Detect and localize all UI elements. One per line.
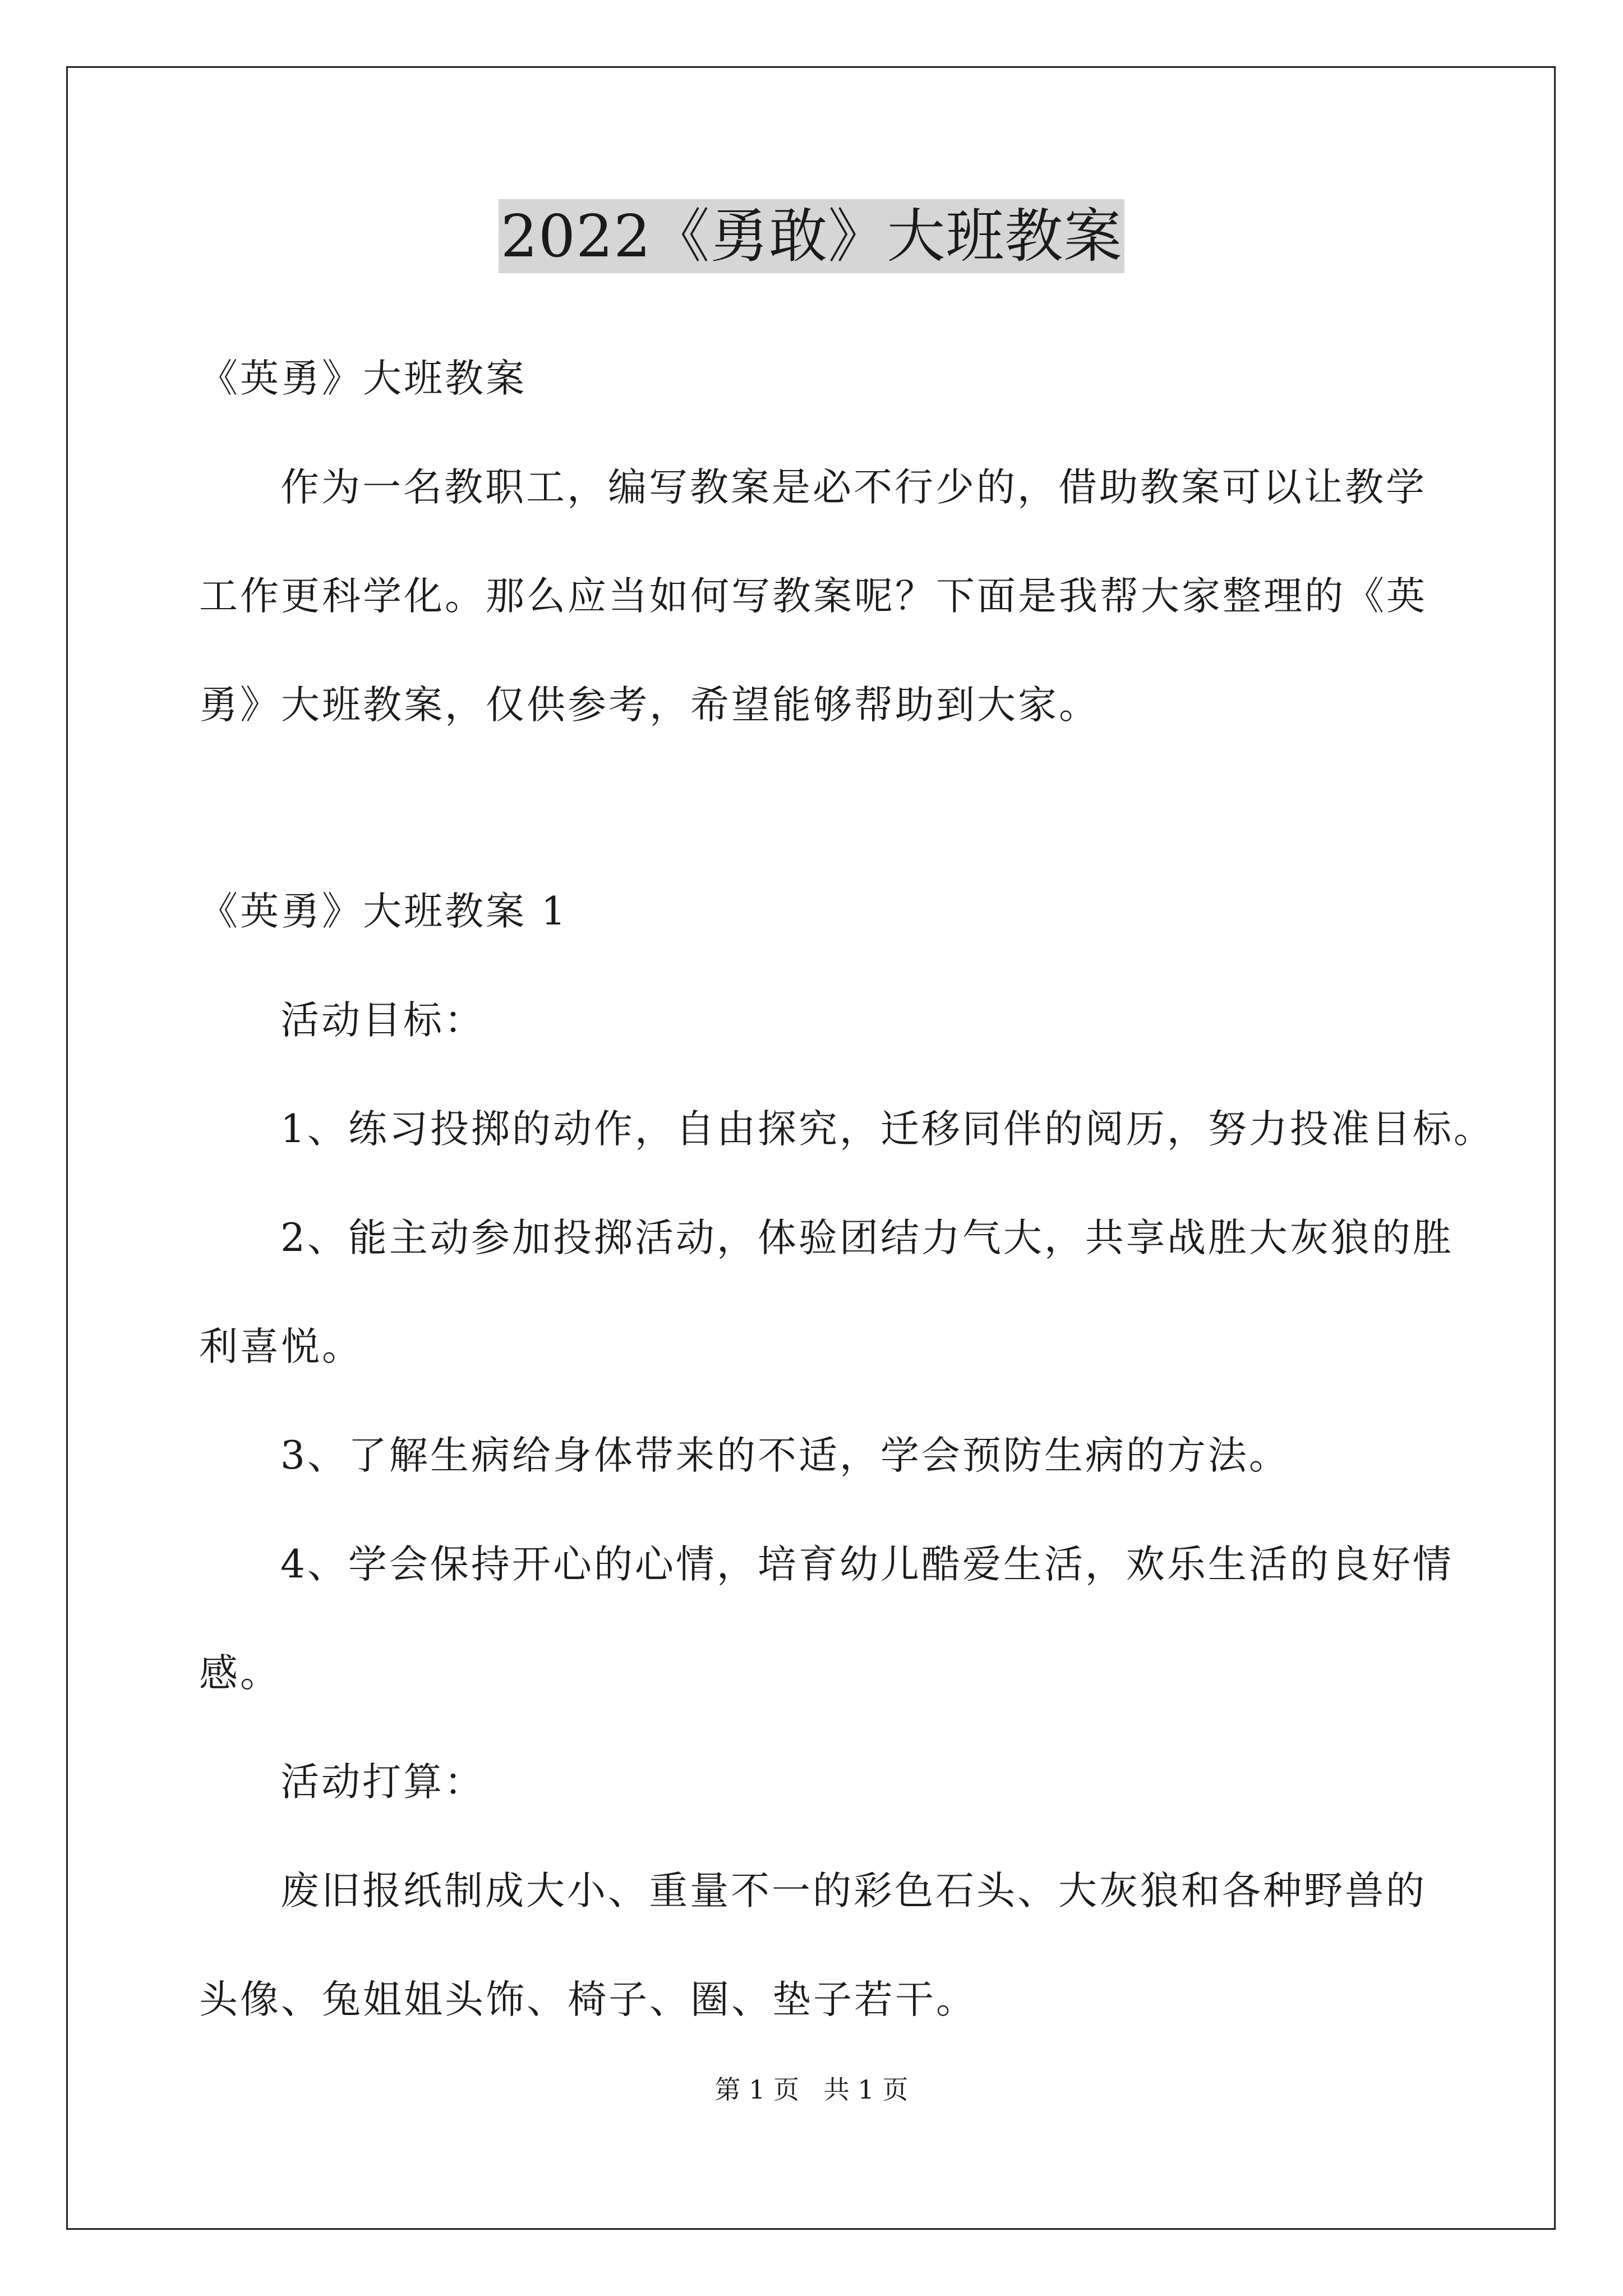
intro-line-2: 工作更科学化。那么应当如何写教案呢？下面是我帮大家整理的《英 [199, 574, 1427, 619]
intro-line-1: 作为一名教职工，编写教案是必不行少的，借助教案可以让教学 [280, 465, 1427, 510]
section-heading: 《英勇》大班教案 1 [199, 889, 568, 934]
prep-line-2: 头像、兔姐姐头饰、椅子、圈、垫子若干。 [199, 1977, 977, 2022]
goal-1: 1、练习投掷的动作，自由探究，迁移同伴的阅历，努力投准目标。 [280, 1107, 1495, 1152]
goal-3: 3、了解生病给身体带来的不适，学会预防生病的方法。 [280, 1433, 1290, 1478]
intro-line-3: 勇》大班教案，仅供参考，希望能够帮助到大家。 [199, 683, 1100, 728]
goal-2-line-2: 利喜悦。 [199, 1324, 363, 1369]
page-footer: 第 1 页 共 1 页 [714, 2074, 909, 2105]
title-container [0, 199, 1623, 273]
subtitle-line: 《英勇》大班教案 [199, 356, 527, 401]
document-title: 2022《勇敢》大班教案 [499, 199, 1125, 273]
prep-line-1: 废旧报纸制成大小、重量不一的彩色石头、大灰狼和各种野兽的 [280, 1869, 1427, 1913]
goal-4-line-2: 感。 [199, 1651, 281, 1696]
goal-4-line-1: 4、学会保持开心的心情，培育幼儿酷爱生活，欢乐生活的良好情 [280, 1542, 1454, 1587]
goal-2-line-1: 2、能主动参加投掷活动，体验团结力气大，共享战胜大灰狼的胜 [280, 1216, 1454, 1260]
goals-heading: 活动目标： [280, 998, 485, 1043]
prep-heading: 活动打算： [280, 1760, 485, 1805]
